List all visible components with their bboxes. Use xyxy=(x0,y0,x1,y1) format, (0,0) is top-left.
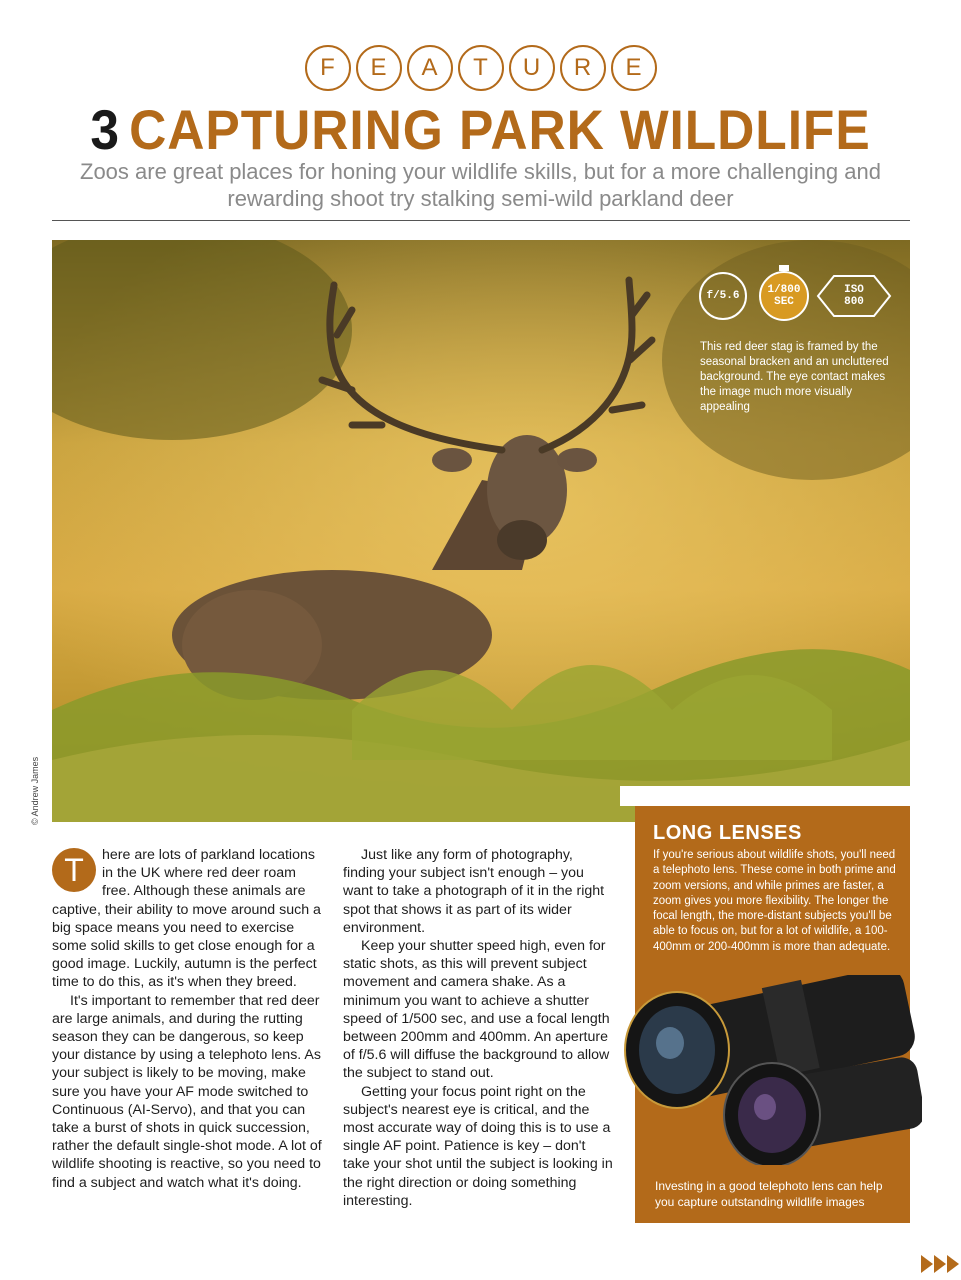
arrow-icon xyxy=(921,1255,933,1273)
deer-photo xyxy=(52,240,910,822)
aperture-value: f/5.6 xyxy=(706,290,740,302)
iso-line2: 800 xyxy=(844,296,864,308)
kicker-letter: E xyxy=(611,45,657,91)
body-paragraph: Just like any form of photography, finding your subject isn't enough – you want to take a photograph of it in the right spot that shows it as part of its wider environment. xyxy=(343,847,605,936)
body-paragraph: Keep your shutter speed high, even for static shots, as this will prevent subject movement and camera shake. As a minimum you want to achieve a shutter speed of 1/500 sec, and use a focal length between 200mm and 400mm. An aperture of f/5.6 will diffuse the background to allow the subject to stand out. xyxy=(343,938,610,1082)
iso-value xyxy=(830,276,878,316)
kicker-letter: E xyxy=(356,45,402,91)
page-title xyxy=(38,98,922,162)
arrow-icon xyxy=(947,1255,959,1273)
kicker-letter: F xyxy=(305,45,351,91)
kicker-letter: A xyxy=(407,45,453,91)
kicker-letter: U xyxy=(509,45,555,91)
feature-title: CAPTURING PARK WILDLIFE xyxy=(129,98,871,161)
deer-illustration xyxy=(52,240,910,822)
iso-line1: ISO xyxy=(844,284,864,296)
telephoto-lenses-image xyxy=(622,975,922,1165)
stopwatch-crown-icon xyxy=(779,265,789,271)
arrow-icon xyxy=(934,1255,946,1273)
body-column-1 xyxy=(52,846,324,1192)
feature-number: 3 xyxy=(90,98,120,161)
standfirst: Zoos are great places for honing your wildlife skills, but for a more challenging and rewarding shoot try stalking semi-wild parkland deer xyxy=(80,159,881,211)
sidebar-cutout xyxy=(620,786,961,806)
body-paragraph: Getting your focus point right on the subject's nearest eye is critical, and the most accurate way of doing this is to use a single AF point. Patience is key – don't take your shot until the subject is looking in the right direction or doing something interesting. xyxy=(343,1083,613,1209)
photo-credit: © Andrew James xyxy=(30,756,40,825)
shutter-value xyxy=(760,276,808,316)
sidebar-caption: Investing in a good telephoto lens can help you capture outstanding wildlife images xyxy=(655,1179,883,1209)
next-page-arrows-icon[interactable] xyxy=(921,1255,959,1273)
kicker-letter: T xyxy=(458,45,504,91)
shutter-line2: SEC xyxy=(774,296,794,308)
body-paragraph: It's important to remember that red deer are large animals, and during the rutting season they can be dangerous, so keep your distance by using a telephoto lens. As your subject is likely to be moving, make sure you have your AF mode switched to Continuous (AI-Servo), and that you can take a burst of shots in quick succession, rather the default single-shot mode. A lot of wildlife shooting is reactive, so you need to find a subject and watch what it's doing. xyxy=(52,992,322,1191)
camera-settings xyxy=(698,262,898,322)
sidebar-title: LONG LENSES xyxy=(653,822,802,844)
shutter-line1: 1/800 xyxy=(767,284,801,296)
drop-cap: T xyxy=(52,848,96,892)
lens-small-icon xyxy=(724,1055,922,1165)
paragraph-text: here are lots of parkland locations in the UK where red deer roam free. Although these animals are captive, their ability to move around such a big space means you need to exercise some solid skills to get close enough for a good image. Luckily, autumn is the perfect time to do this, as it's when they breed. xyxy=(52,847,321,991)
feature-kicker xyxy=(0,45,961,91)
sidebar-text: If you're serious about wildlife shots, you'll need a telephoto lens. These come in both prime and zoom versions, and while primes are faster, a zoom gives you more flexibility. The longer the focal length, the more-distant subjects you'll be able to focus on, but for a lot of wildlife, a 100-400mm or 200-400mm is more than adequate. xyxy=(653,849,896,953)
kicker-letter: R xyxy=(560,45,606,91)
body-column-2 xyxy=(343,846,615,1210)
header-divider xyxy=(52,220,910,221)
photo-caption: This red deer stag is framed by the seasonal bracken and an uncluttered background. The eye contact makes the image much more visually appealing xyxy=(700,341,889,413)
body-paragraph xyxy=(52,846,324,992)
